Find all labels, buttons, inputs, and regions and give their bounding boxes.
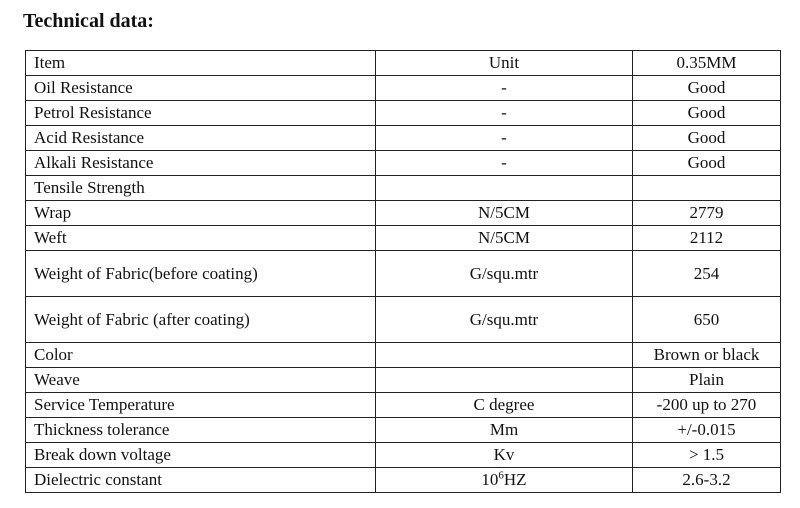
cell-item: Wrap: [26, 201, 376, 226]
table-row: [26, 368, 781, 393]
table-row: [26, 226, 781, 251]
table-row: [26, 201, 781, 226]
cell-item: Weft: [26, 226, 376, 251]
table-row: [26, 418, 781, 443]
cell-value: -200 up to 270: [633, 393, 781, 418]
unit-base: 10: [481, 470, 499, 489]
cell-item: Color: [26, 343, 376, 368]
cell-unit: [376, 343, 633, 368]
table-row: [26, 468, 781, 493]
cell-unit: -: [376, 76, 633, 101]
table-row: [26, 297, 781, 343]
cell-unit: N/5CM: [376, 201, 633, 226]
cell-value: 650: [633, 297, 781, 343]
cell-value: 2.6-3.2: [633, 468, 781, 493]
table-row: [26, 126, 781, 151]
unit-exponent: 6: [498, 469, 504, 482]
cell-value: Plain: [633, 368, 781, 393]
page-title: Technical data:: [23, 10, 154, 32]
cell-unit: G/squ.mtr: [376, 297, 633, 343]
cell-item: Service Temperature: [26, 393, 376, 418]
unit-suffix: HZ: [503, 470, 527, 489]
cell-unit: C degree: [376, 393, 633, 418]
cell-value: [633, 176, 781, 201]
cell-unit: Kv: [376, 443, 633, 468]
table-header-row: [26, 51, 781, 76]
cell-value: 254: [633, 251, 781, 297]
cell-unit: G/squ.mtr: [376, 251, 633, 297]
table-row: [26, 443, 781, 468]
cell-item: Petrol Resistance: [26, 101, 376, 126]
cell-item: Weave: [26, 368, 376, 393]
cell-item: Weight of Fabric (after coating): [26, 297, 376, 343]
cell-unit: -: [376, 101, 633, 126]
cell-value: Good: [633, 76, 781, 101]
header-value: 0.35MM: [633, 51, 781, 76]
cell-item: Tensile Strength: [26, 176, 376, 201]
cell-item: Dielectric constant: [26, 468, 376, 493]
table-row: [26, 251, 781, 297]
cell-value: Good: [633, 151, 781, 176]
table-row: [26, 343, 781, 368]
table-row: [26, 151, 781, 176]
technical-data-table: [25, 50, 781, 493]
cell-unit: -: [376, 126, 633, 151]
header-unit: Unit: [376, 51, 633, 76]
cell-value: 2779: [633, 201, 781, 226]
cell-unit: N/5CM: [376, 226, 633, 251]
table-row: [26, 76, 781, 101]
cell-item: Break down voltage: [26, 443, 376, 468]
header-item: Item: [26, 51, 376, 76]
cell-item: Alkali Resistance: [26, 151, 376, 176]
cell-value: 2112: [633, 226, 781, 251]
table-row: [26, 393, 781, 418]
cell-unit: -: [376, 151, 633, 176]
table-row: [26, 176, 781, 201]
cell-unit: [376, 468, 633, 493]
cell-item: Thickness tolerance: [26, 418, 376, 443]
cell-item: Acid Resistance: [26, 126, 376, 151]
cell-value: Good: [633, 101, 781, 126]
cell-value: Brown or black: [633, 343, 781, 368]
cell-value: +/-0.015: [633, 418, 781, 443]
cell-item: Oil Resistance: [26, 76, 376, 101]
cell-item: Weight of Fabric(before coating): [26, 251, 376, 297]
cell-value: Good: [633, 126, 781, 151]
cell-unit: Mm: [376, 418, 633, 443]
table-row: [26, 101, 781, 126]
cell-value: > 1.5: [633, 443, 781, 468]
cell-unit: [376, 368, 633, 393]
cell-unit: [376, 176, 633, 201]
